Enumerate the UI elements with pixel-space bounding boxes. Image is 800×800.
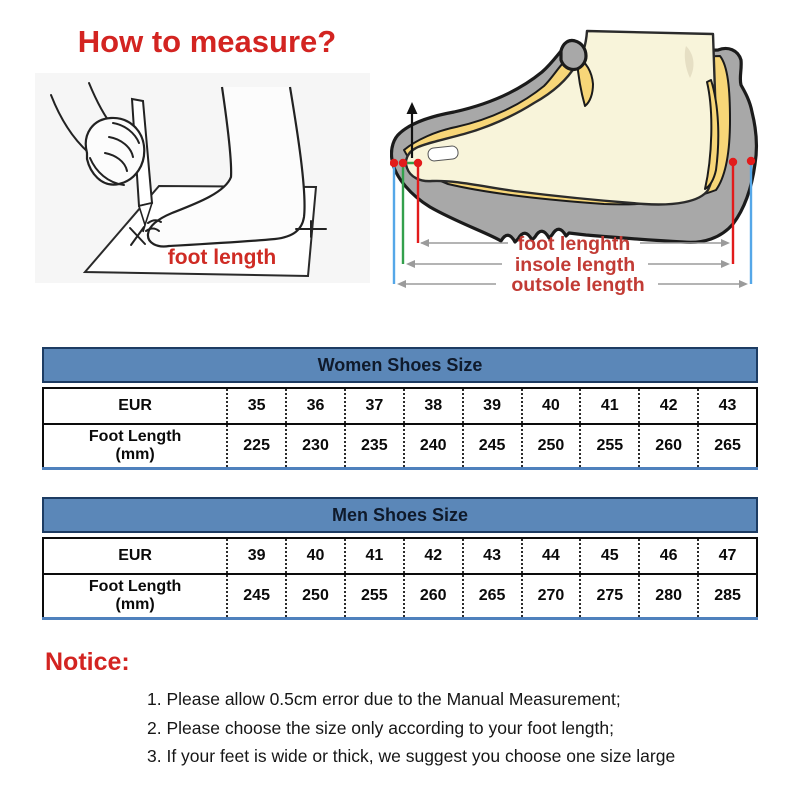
page-title: How to measure? — [77, 24, 337, 59]
foot-length-caption: foot length — [167, 246, 277, 269]
length-cell: 235 — [345, 424, 404, 469]
notice-item: 2. Please choose the size only according to your foot length; — [147, 717, 614, 738]
size-cell: 36 — [286, 388, 345, 424]
size-cell: 37 — [345, 388, 404, 424]
women-foot-length-row — [43, 424, 757, 469]
toe-highlight — [427, 145, 458, 161]
men-eur-row — [43, 538, 757, 574]
size-cell: 40 — [522, 388, 581, 424]
measure-dot — [729, 158, 737, 166]
dim-arrowhead — [721, 239, 730, 247]
row-header-eur: EUR — [43, 538, 227, 574]
shoe-diagram — [390, 0, 800, 300]
hand-fist-sketch — [86, 118, 144, 185]
size-cell: 38 — [404, 388, 463, 424]
dim-arrowhead — [397, 280, 406, 288]
size-cell: 45 — [580, 538, 639, 574]
notice-item: 3. If your feet is wide or thick, we suggest you choose one size large — [147, 746, 676, 766]
measure-dot — [414, 159, 422, 167]
size-cell: 47 — [698, 538, 757, 574]
length-cell: 250 — [522, 424, 581, 469]
size-cell: 42 — [639, 388, 698, 424]
outsole-length-label: outsole length — [511, 274, 645, 296]
size-cell: 43 — [463, 538, 522, 574]
length-cell: 230 — [286, 424, 345, 469]
foot-tracing-illustration — [35, 73, 370, 283]
women-table-title: Women Shoes Size — [42, 347, 758, 383]
length-cell: 280 — [639, 574, 698, 619]
women-eur-row — [43, 388, 757, 424]
women-size-table — [42, 347, 758, 470]
women-table-grid — [42, 387, 758, 470]
dim-arrowhead — [420, 239, 429, 247]
size-cell: 39 — [227, 538, 286, 574]
length-cell: 245 — [227, 574, 286, 619]
size-cell: 41 — [345, 538, 404, 574]
row-header-foot-length: Foot Length (mm) — [88, 577, 182, 613]
length-cell: 225 — [227, 424, 286, 469]
size-cell: 39 — [463, 388, 522, 424]
foot-tracing-panel — [35, 73, 370, 283]
notice-item: 1. Please allow 0.5cm error due to the Manual Measurement; — [147, 689, 621, 709]
length-cell: 255 — [345, 574, 404, 619]
size-cell: 46 — [639, 538, 698, 574]
row-header-eur: EUR — [43, 388, 227, 424]
size-cell: 43 — [698, 388, 757, 424]
men-size-table — [42, 497, 758, 620]
size-cell: 41 — [580, 388, 639, 424]
length-cell: 270 — [522, 574, 581, 619]
size-cell: 40 — [286, 538, 345, 574]
measure-dot — [390, 159, 398, 167]
men-table-title: Men Shoes Size — [42, 497, 758, 533]
length-cell: 255 — [580, 424, 639, 469]
dim-arrowhead — [406, 260, 415, 268]
length-cell: 260 — [639, 424, 698, 469]
notice-list — [147, 685, 760, 771]
length-cell: 265 — [463, 574, 522, 619]
length-cell: 260 — [404, 574, 463, 619]
notice-title: Notice: — [45, 648, 130, 676]
toe-up-arrowhead — [407, 102, 418, 114]
size-cell: 44 — [522, 538, 581, 574]
measure-dot — [399, 159, 407, 167]
dim-arrowhead — [721, 260, 730, 268]
length-cell: 250 — [286, 574, 345, 619]
length-cell: 275 — [580, 574, 639, 619]
length-cell: 240 — [404, 424, 463, 469]
length-cell: 245 — [463, 424, 522, 469]
collar-tab — [561, 40, 586, 69]
men-foot-length-row — [43, 574, 757, 619]
size-cell: 35 — [227, 388, 286, 424]
row-header-foot-length: Foot Length (mm) — [88, 427, 182, 463]
shoe-cross-section — [390, 0, 800, 300]
size-cell: 42 — [404, 538, 463, 574]
foot-length-label: foot lenghth — [517, 233, 631, 255]
insole-length-label: insole length — [514, 254, 636, 276]
notice-section — [45, 648, 760, 771]
measure-dot — [747, 157, 755, 165]
men-table-grid — [42, 537, 758, 620]
dim-arrowhead — [739, 280, 748, 288]
length-cell: 265 — [698, 424, 757, 469]
length-cell: 285 — [698, 574, 757, 619]
foot-outline-sketch — [148, 87, 305, 246]
